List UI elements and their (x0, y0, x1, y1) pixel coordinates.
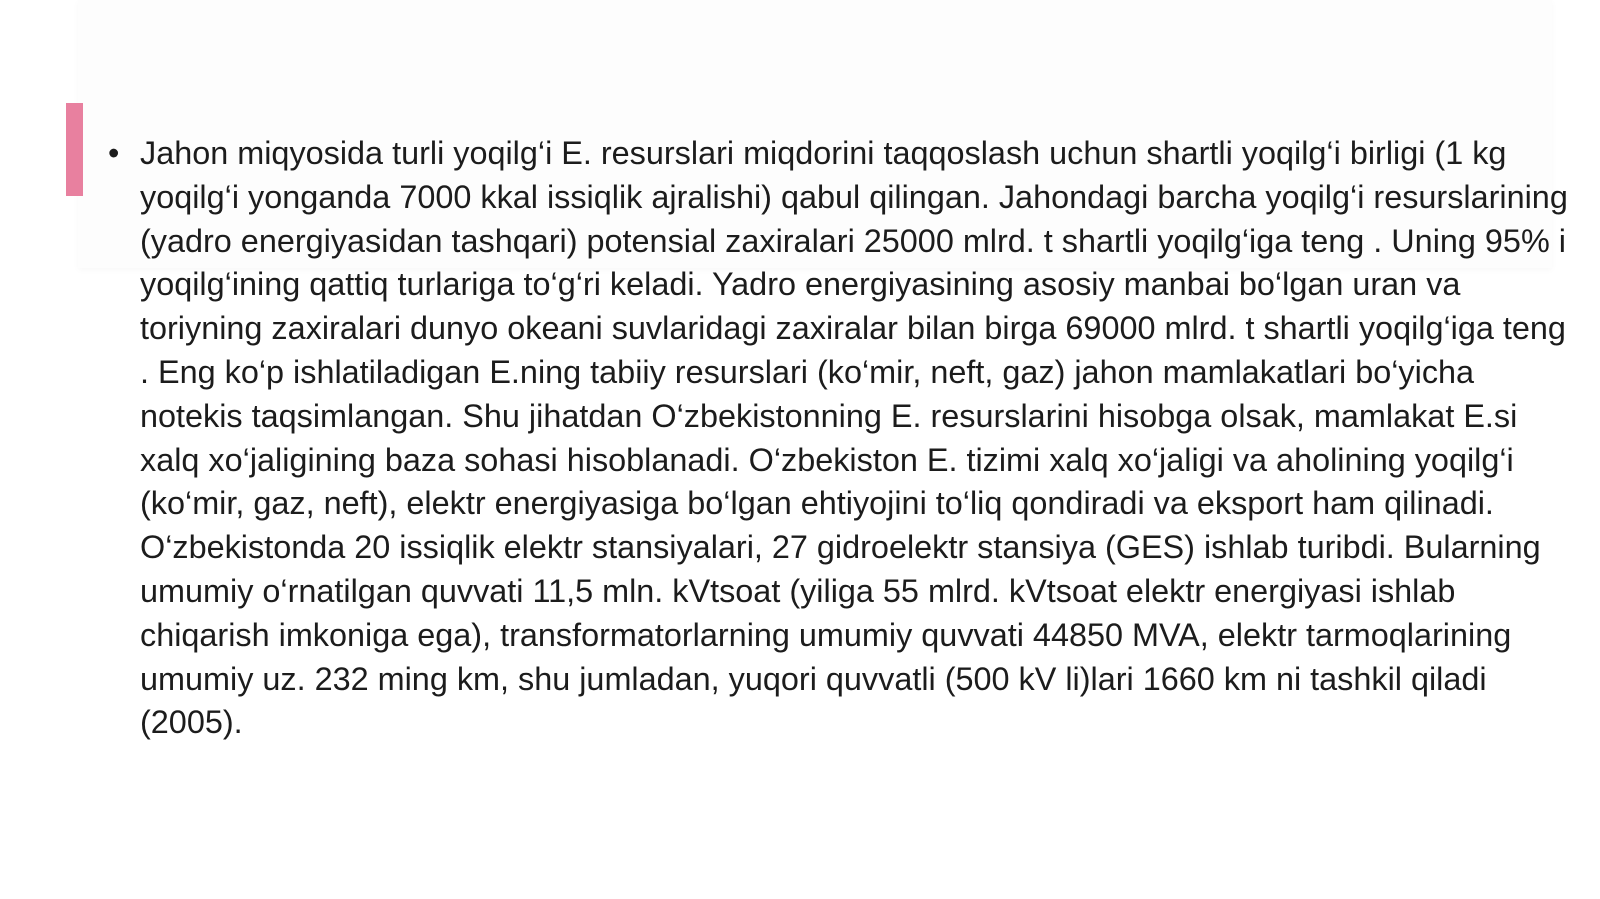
bullet-icon: • (108, 135, 120, 171)
accent-bar (66, 103, 83, 196)
bullet-text: Jahon miqyosida turli yoqilg‘i E. resurslari miqdorini taqqoslash uchun shartli yoqilg‘i birligi (1 kg yoqilg‘i yonganda 7000 kkal issiqlik ajralishi) qabul qilingan. Jahondagi barcha yoqilg‘i resurslarining (yadro energiyasidan tashqari) potensial zaxiralari 25000 mlrd. t shartli yoqilg‘iga teng . Uning 95% i yoqilg‘ining qattiq turlariga to‘g‘ri keladi. Yadro energiyasining asosiy manbai bo‘lgan uran va toriyning zaxiralari dunyo okeani suvlaridagi zaxiralar bilan birga 69000 mlrd. t shartli yoqilg‘iga teng . Eng ko‘p ishlatiladigan E.ning tabiiy resurslari (ko‘mir, neft, gaz) jahon mamlakatlari bo‘yicha notekis taqsimlangan. Shu jihatdan O‘zbekistonning E. resurslarini hisobga olsak, mamlakat E.si xalq xo‘jaligining baza sohasi hisoblanadi. O‘zbekiston E. tizimi xalq xo‘jaligi va aholining yoqilg‘i (ko‘mir, gaz, neft), elektr energiyasiga bo‘lgan ehtiyojini to‘liq qondiradi va eksport ham qilinadi. O‘zbekistonda 20 issiqlik elektr stansiyalari, 27 gidroelektr stansiya (GES) ishlab turibdi. Bularning umumiy o‘rnatilgan quvvati 11,5 mln. kVtsoat (yiliga 55 mlrd. kVtsoat elektr energiyasi ishlab chiqarish imkoniga ega), transformatorlarning umumiy quvvati 44850 MVA, elektr tarmoqlarining umumiy uz. 232 ming km, shu jumladan, yuqori quvvatli (500 kV li)lari 1660 km ni tashkil qiladi (2005). (140, 135, 1568, 741)
bullet-item (108, 132, 1568, 745)
bullet-list (108, 132, 1568, 745)
